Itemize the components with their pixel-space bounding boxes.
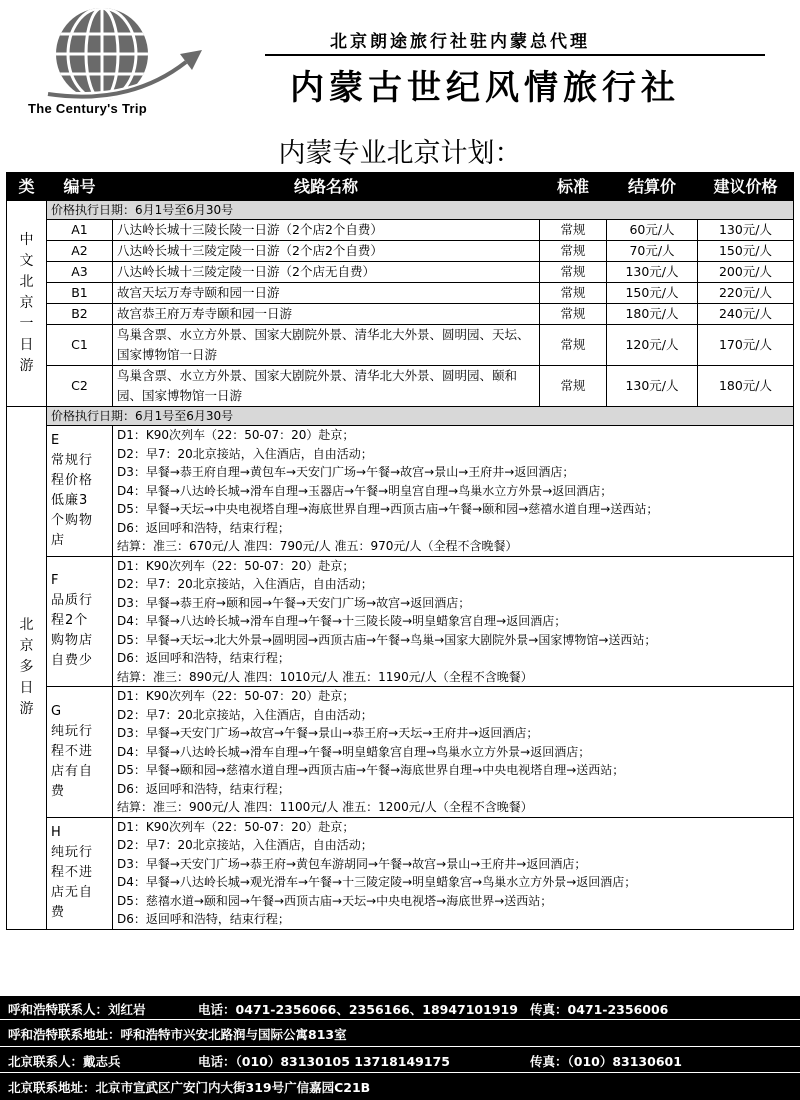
route-code: B1 — [47, 283, 113, 304]
itinerary-cell — [113, 426, 794, 557]
itinerary-line: D4：早餐→八达岭长城→观光滑车→午餐→十三陵定陵→明皇蜡象宫→鸟巢水立方外景→返回酒店； — [117, 875, 637, 889]
beijing-phone: 电话：（010）83130105 13718149175 — [198, 1054, 450, 1069]
package-description: 程2个 — [51, 613, 89, 629]
itinerary-cell — [113, 687, 794, 818]
route-name: 故宫恭王府万寿寺颐和园一日游 — [113, 304, 540, 325]
itinerary-line: D4：早餐→八达岭长城→滑车自理→午餐→十三陵长陵→明皇蜡象宫自理→返回酒店； — [117, 614, 567, 628]
route-name: 八达岭长城十三陵定陵一日游（2个店2个自费） — [113, 241, 540, 262]
route-name: 鸟巢含票、水立方外景、国家大剧院外景、清华北大外景、圆明园、天坛、国家博物馆一日游 — [113, 325, 540, 366]
suggested-price: 150元/人 — [698, 241, 794, 262]
itinerary-line: D3：早餐→恭王府自理→黄包车→天安门广场→午餐→故宫→景山→王府井→返回酒店； — [117, 465, 575, 479]
tour-plan-table — [6, 172, 794, 930]
table-row — [7, 366, 794, 407]
route-standard: 常规 — [540, 241, 607, 262]
price-period: 价格执行日期：6月1号至6月30号 — [47, 407, 794, 426]
package-description: 自费少 — [51, 653, 94, 669]
plan-title: 内蒙专业北京计划： — [278, 138, 522, 169]
itinerary-cell — [113, 556, 794, 687]
package-description: 个购物 — [51, 512, 94, 528]
package-code-cell — [47, 687, 113, 818]
package-row — [7, 817, 794, 929]
hohhot-phone: 电话：0471-2356066、2356166、18947101919 — [198, 1002, 518, 1017]
itinerary-line: D1：K90次列车（22：50-07：20）赴京； — [117, 689, 355, 703]
settlement-price: 120元/人 — [607, 325, 698, 366]
route-code: C1 — [47, 325, 113, 366]
package-description: 费 — [51, 905, 66, 920]
category-char: 日 — [19, 337, 34, 353]
itinerary-line: 结算：准三：890元/人 准四：1010元/人 准五：1190元/人（全程不含晚餐） — [117, 669, 533, 684]
itinerary-line: D5：早餐→颐和园→慈禧水道自理→西顶古庙→午餐→海底世界自理→中央电视塔自理→送西站； — [117, 763, 625, 777]
package-description: 店 — [51, 532, 66, 548]
header-category: 类 — [7, 173, 47, 201]
table-row — [7, 283, 794, 304]
footer-row-hohhot-contact — [8, 996, 798, 1018]
beijing-address: 北京联系地址：北京市宣武区广安门内大街319号广信嘉园C21B — [8, 1080, 371, 1095]
category-char: 游 — [19, 358, 34, 374]
table-row — [7, 220, 794, 241]
itinerary-line: D3：早餐→天安门广场→故宫→午餐→景山→恭王府→天坛→王府井→返回酒店； — [117, 726, 539, 740]
route-code: C2 — [47, 366, 113, 407]
settlement-price: 130元/人 — [607, 262, 698, 283]
period-row — [7, 201, 794, 220]
settlement-price: 70元/人 — [607, 241, 698, 262]
footer-divider — [0, 1072, 800, 1073]
package-description: 纯玩行 — [51, 723, 94, 739]
header-standard: 标准 — [540, 173, 607, 201]
itinerary-line: D2：早7：20北京接站，入住酒店，自由活动； — [117, 707, 373, 722]
package-row — [7, 687, 794, 818]
category-char: 文 — [19, 253, 34, 269]
footer-row-beijing-address — [8, 1074, 798, 1096]
package-row — [7, 426, 794, 557]
route-standard: 常规 — [540, 325, 607, 366]
table-header-row — [7, 173, 794, 201]
route-code: B2 — [47, 304, 113, 325]
category-one-day — [7, 201, 47, 407]
settlement-price: 60元/人 — [607, 220, 698, 241]
header-suggested-price: 建议价格 — [698, 173, 794, 201]
itinerary-line: D6：返回呼和浩特，结束行程； — [117, 651, 290, 665]
package-description: 品质行 — [51, 593, 94, 609]
package-code-cell — [47, 426, 113, 557]
package-description: 费 — [51, 783, 66, 799]
itinerary-line: D3：早餐→恭王府→颐和园→午餐→天安门广场→故宫→返回酒店； — [117, 595, 471, 610]
route-name: 八达岭长城十三陵长陵一日游（2个店2个自费） — [113, 220, 540, 241]
header-settlement-price: 结算价 — [607, 173, 698, 201]
itinerary-line: D1：K90次列车（22：50-07：20）赴京； — [117, 819, 355, 834]
package-description: 购物店 — [51, 633, 94, 649]
package-description: 常规行 — [51, 452, 94, 468]
beijing-contact: 北京联系人：戴志兵 — [8, 1054, 121, 1069]
footer-divider — [0, 1019, 800, 1020]
category-char: 京 — [19, 638, 34, 655]
settlement-price: 150元/人 — [607, 283, 698, 304]
route-name: 鸟巢含票、水立方外景、国家大剧院外景、清华北大外景、圆明园、颐和园、国家博物馆一日游 — [113, 366, 540, 407]
itinerary-line: D2：早7：20北京接站，入住酒店，自由活动； — [117, 577, 373, 591]
itinerary-line: D5：慈禧水道→颐和园→午餐→西顶古庙→天坛→中央电视塔→海底世界→送西站； — [117, 893, 553, 908]
agency-subtitle: 北京朗途旅行社驻内蒙总代理 — [330, 32, 590, 52]
category-multi-day — [7, 407, 47, 930]
package-description: 纯玩行 — [51, 845, 94, 860]
itinerary-line: 结算：准三：670元/人 准四：790元/人 准五：970元/人（全程不含晚餐） — [117, 539, 518, 553]
itinerary-line: 结算：准三：900元/人 准四：1100元/人 准五：1200元/人（全程不含晚餐） — [117, 800, 533, 814]
price-period: 价格执行日期：6月1号至6月30号 — [47, 201, 794, 220]
itinerary-line: D4：早餐→八达岭长城→滑车自理→午餐→明皇蜡象宫自理→鸟巢水立方外景→返回酒店； — [117, 744, 591, 759]
category-char: 北 — [19, 274, 34, 290]
itinerary-line: D5：早餐→天坛→北大外景→圆明园→西顶古庙→午餐→鸟巢→国家大剧院外景→国家博物馆→送西站； — [117, 632, 657, 647]
itinerary-line: D4：早餐→八达岭长城→滑车自理→玉器店→午餐→明皇宫自理→鸟巢水立方外景→返回酒店； — [117, 483, 613, 498]
route-standard: 常规 — [540, 220, 607, 241]
suggested-price: 220元/人 — [698, 283, 794, 304]
itinerary-line: D1：K90次列车（22：50-07：20）赴京； — [117, 558, 355, 573]
route-code: A1 — [47, 220, 113, 241]
itinerary-line: D6：返回呼和浩特，结束行程； — [117, 520, 290, 535]
package-description: 程价格 — [51, 472, 94, 488]
hohhot-contact: 呼和浩特联系人：刘红岩 — [8, 1002, 146, 1017]
table-row — [7, 241, 794, 262]
package-description: 店有自 — [51, 763, 94, 779]
itinerary-line: D1：K90次列车（22：50-07：20）赴京； — [117, 428, 355, 442]
globe-icon — [20, 6, 220, 106]
category-char: 京 — [19, 295, 34, 311]
package-row — [7, 556, 794, 687]
route-standard: 常规 — [540, 304, 607, 325]
hohhot-fax: 传真：0471-2356006 — [530, 1002, 669, 1017]
route-code: A2 — [47, 241, 113, 262]
category-char: 中 — [19, 232, 34, 248]
category-char: 北 — [19, 617, 34, 634]
hohhot-address: 呼和浩特联系地址：呼和浩特市兴安北路润与国际公寓813室 — [8, 1027, 347, 1042]
itinerary-line: D6：返回呼和浩特，结束行程； — [117, 781, 290, 796]
itinerary-line: D6：返回呼和浩特，结束行程； — [117, 912, 290, 926]
package-code: F — [51, 573, 60, 589]
suggested-price: 240元/人 — [698, 304, 794, 325]
contact-footer — [0, 996, 800, 1100]
itinerary-line: D3：早餐→天安门广场→恭王府→黄包车游胡同→午餐→故宫→景山→王府井→返回酒店； — [117, 856, 587, 871]
suggested-price: 180元/人 — [698, 366, 794, 407]
page-header — [0, 0, 800, 125]
settlement-price: 130元/人 — [607, 366, 698, 407]
footer-divider — [0, 1046, 800, 1047]
package-description: 程不进 — [51, 743, 94, 759]
package-description: 店无自 — [51, 885, 94, 900]
table-row — [7, 262, 794, 283]
category-char: 游 — [19, 701, 34, 718]
route-name: 八达岭长城十三陵定陵一日游（2个店无自费） — [113, 262, 540, 283]
header-divider — [265, 54, 765, 56]
route-standard: 常规 — [540, 366, 607, 407]
package-description: 程不进 — [51, 865, 94, 880]
itinerary-line: D2：早7：20北京接站，入住酒店，自由活动； — [117, 838, 373, 852]
table-row — [7, 325, 794, 366]
itinerary-line: D2：早7：20北京接站，入住酒店，自由活动； — [117, 446, 373, 461]
table-row — [7, 304, 794, 325]
package-code: E — [51, 432, 61, 448]
itinerary-cell — [113, 817, 794, 929]
package-description: 低廉3 — [51, 492, 89, 508]
multi-day-section — [7, 407, 794, 930]
one-day-section — [7, 201, 794, 407]
route-name: 故宫天坛万寿寺颐和园一日游 — [113, 283, 540, 304]
suggested-price: 170元/人 — [698, 325, 794, 366]
period-row — [7, 407, 794, 426]
category-char: 日 — [19, 680, 34, 697]
footer-row-hohhot-address — [8, 1021, 798, 1043]
itinerary-line: D5：早餐→天坛→中央电视塔自理→海底世界自理→西顶古庙→午餐→颐和园→慈禧水道自理→送西站； — [117, 502, 659, 516]
package-code: H — [51, 825, 62, 840]
suggested-price: 200元/人 — [698, 262, 794, 283]
route-standard: 常规 — [540, 283, 607, 304]
footer-row-beijing-contact — [8, 1048, 798, 1070]
agency-name: 内蒙古世纪风情旅行社 — [290, 68, 680, 108]
route-code: A3 — [47, 262, 113, 283]
header-code: 编号 — [47, 173, 113, 201]
suggested-price: 130元/人 — [698, 220, 794, 241]
logo-text: The Century's Trip — [28, 101, 148, 116]
header-route-name: 线路名称 — [113, 173, 540, 201]
package-code-cell — [47, 556, 113, 687]
settlement-price: 180元/人 — [607, 304, 698, 325]
package-code-cell — [47, 817, 113, 929]
beijing-fax: 传真：（010）83130601 — [530, 1054, 682, 1069]
category-char: 多 — [19, 659, 34, 676]
package-code: G — [51, 703, 63, 719]
route-standard: 常规 — [540, 262, 607, 283]
category-char: 一 — [19, 316, 34, 332]
